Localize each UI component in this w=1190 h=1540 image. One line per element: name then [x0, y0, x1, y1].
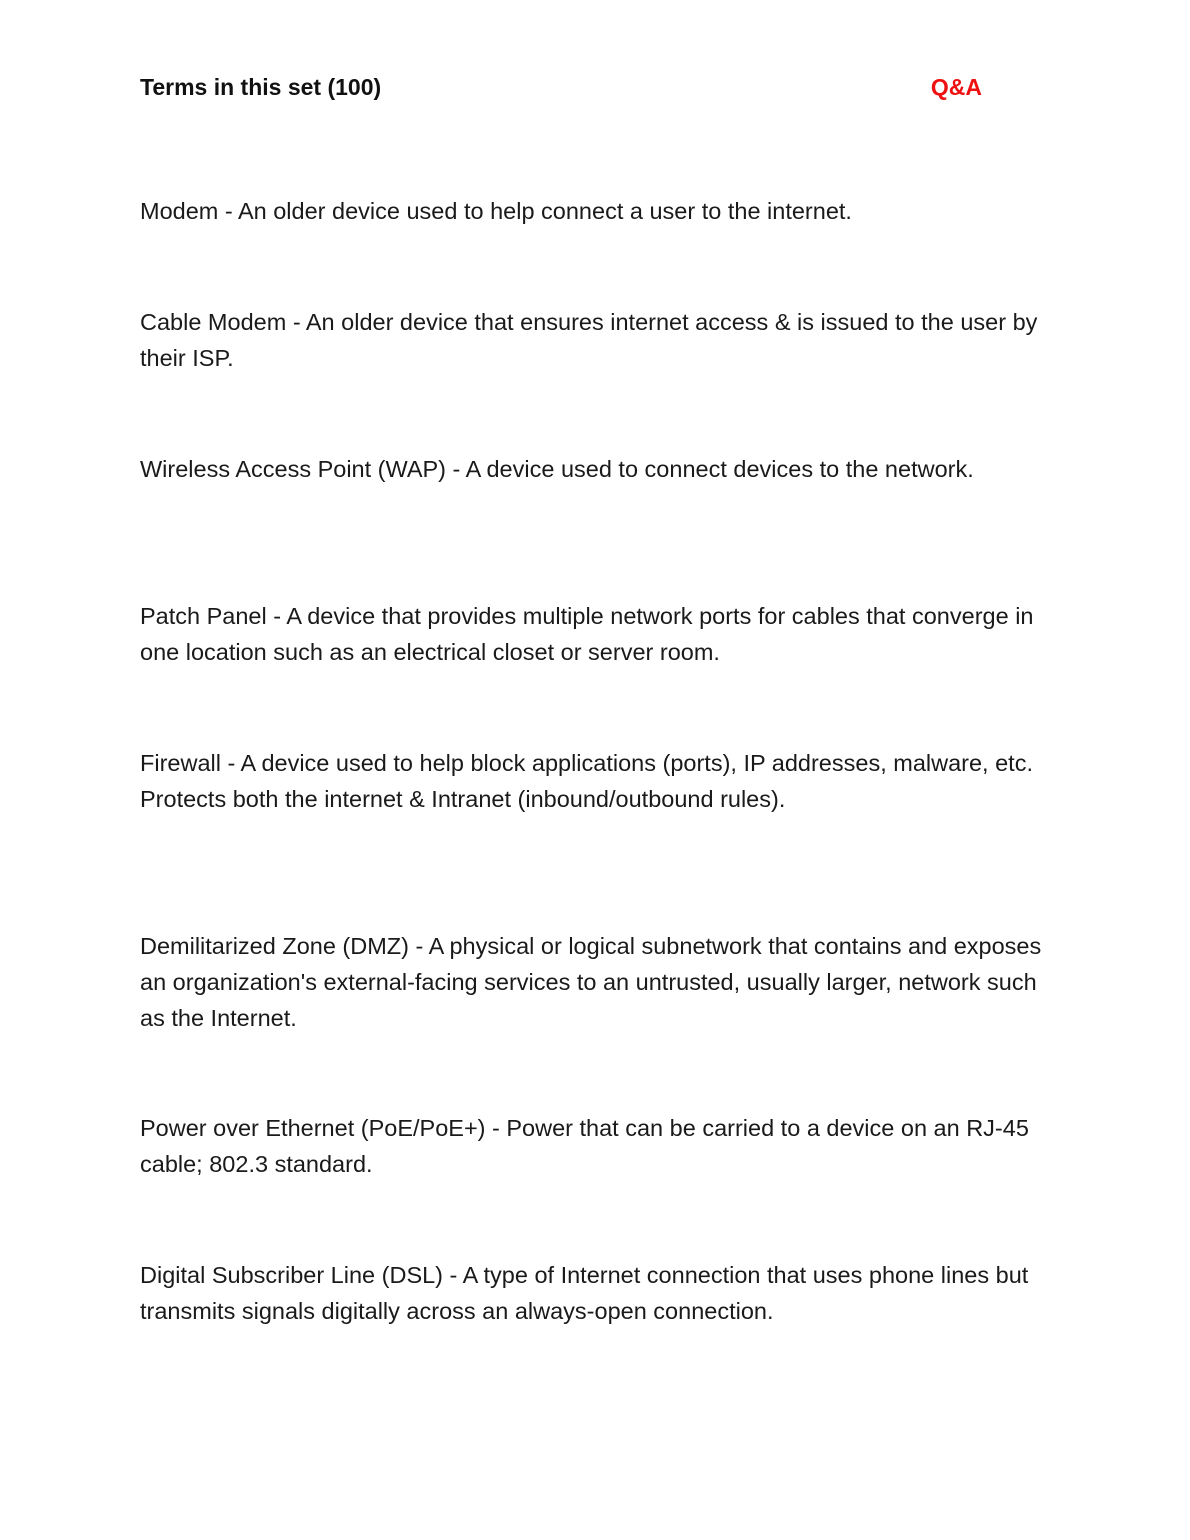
term-item: Cable Modem - An older device that ensures internet access & is issued to the user by their ISP. [140, 309, 1038, 371]
term-item: Demilitarized Zone (DMZ) - A physical or logical subnetwork that contains and exposes an organization's external-facing services to an untrusted, usually larger, network such as the Internet. [140, 933, 1042, 1031]
term-item: Digital Subscriber Line (DSL) - A type of Internet connection that uses phone lines but transmits signals digitally across an always-open connection. [140, 1262, 1029, 1324]
term-item: Wireless Access Point (WAP) - A device used to connect devices to the network. [140, 456, 974, 482]
term-item: Patch Panel - A device that provides multiple network ports for cables that converge in one location such as an electrical closet or server room. [140, 603, 1034, 665]
qa-label: Q&A [930, 74, 982, 100]
page-header [140, 72, 982, 102]
term-item: Firewall - A device used to help block applications (ports), IP addresses, malware, etc. Protects both the internet & Intranet (inbound/outbound rules). [140, 750, 1033, 812]
page-title: Terms in this set (100) [140, 74, 382, 100]
term-item: Power over Ethernet (PoE/PoE+) - Power that can be carried to a device on an RJ-45 cable; 802.3 standard. [140, 1115, 1029, 1177]
term-item: Modem - An older device used to help connect a user to the internet. [140, 198, 852, 224]
